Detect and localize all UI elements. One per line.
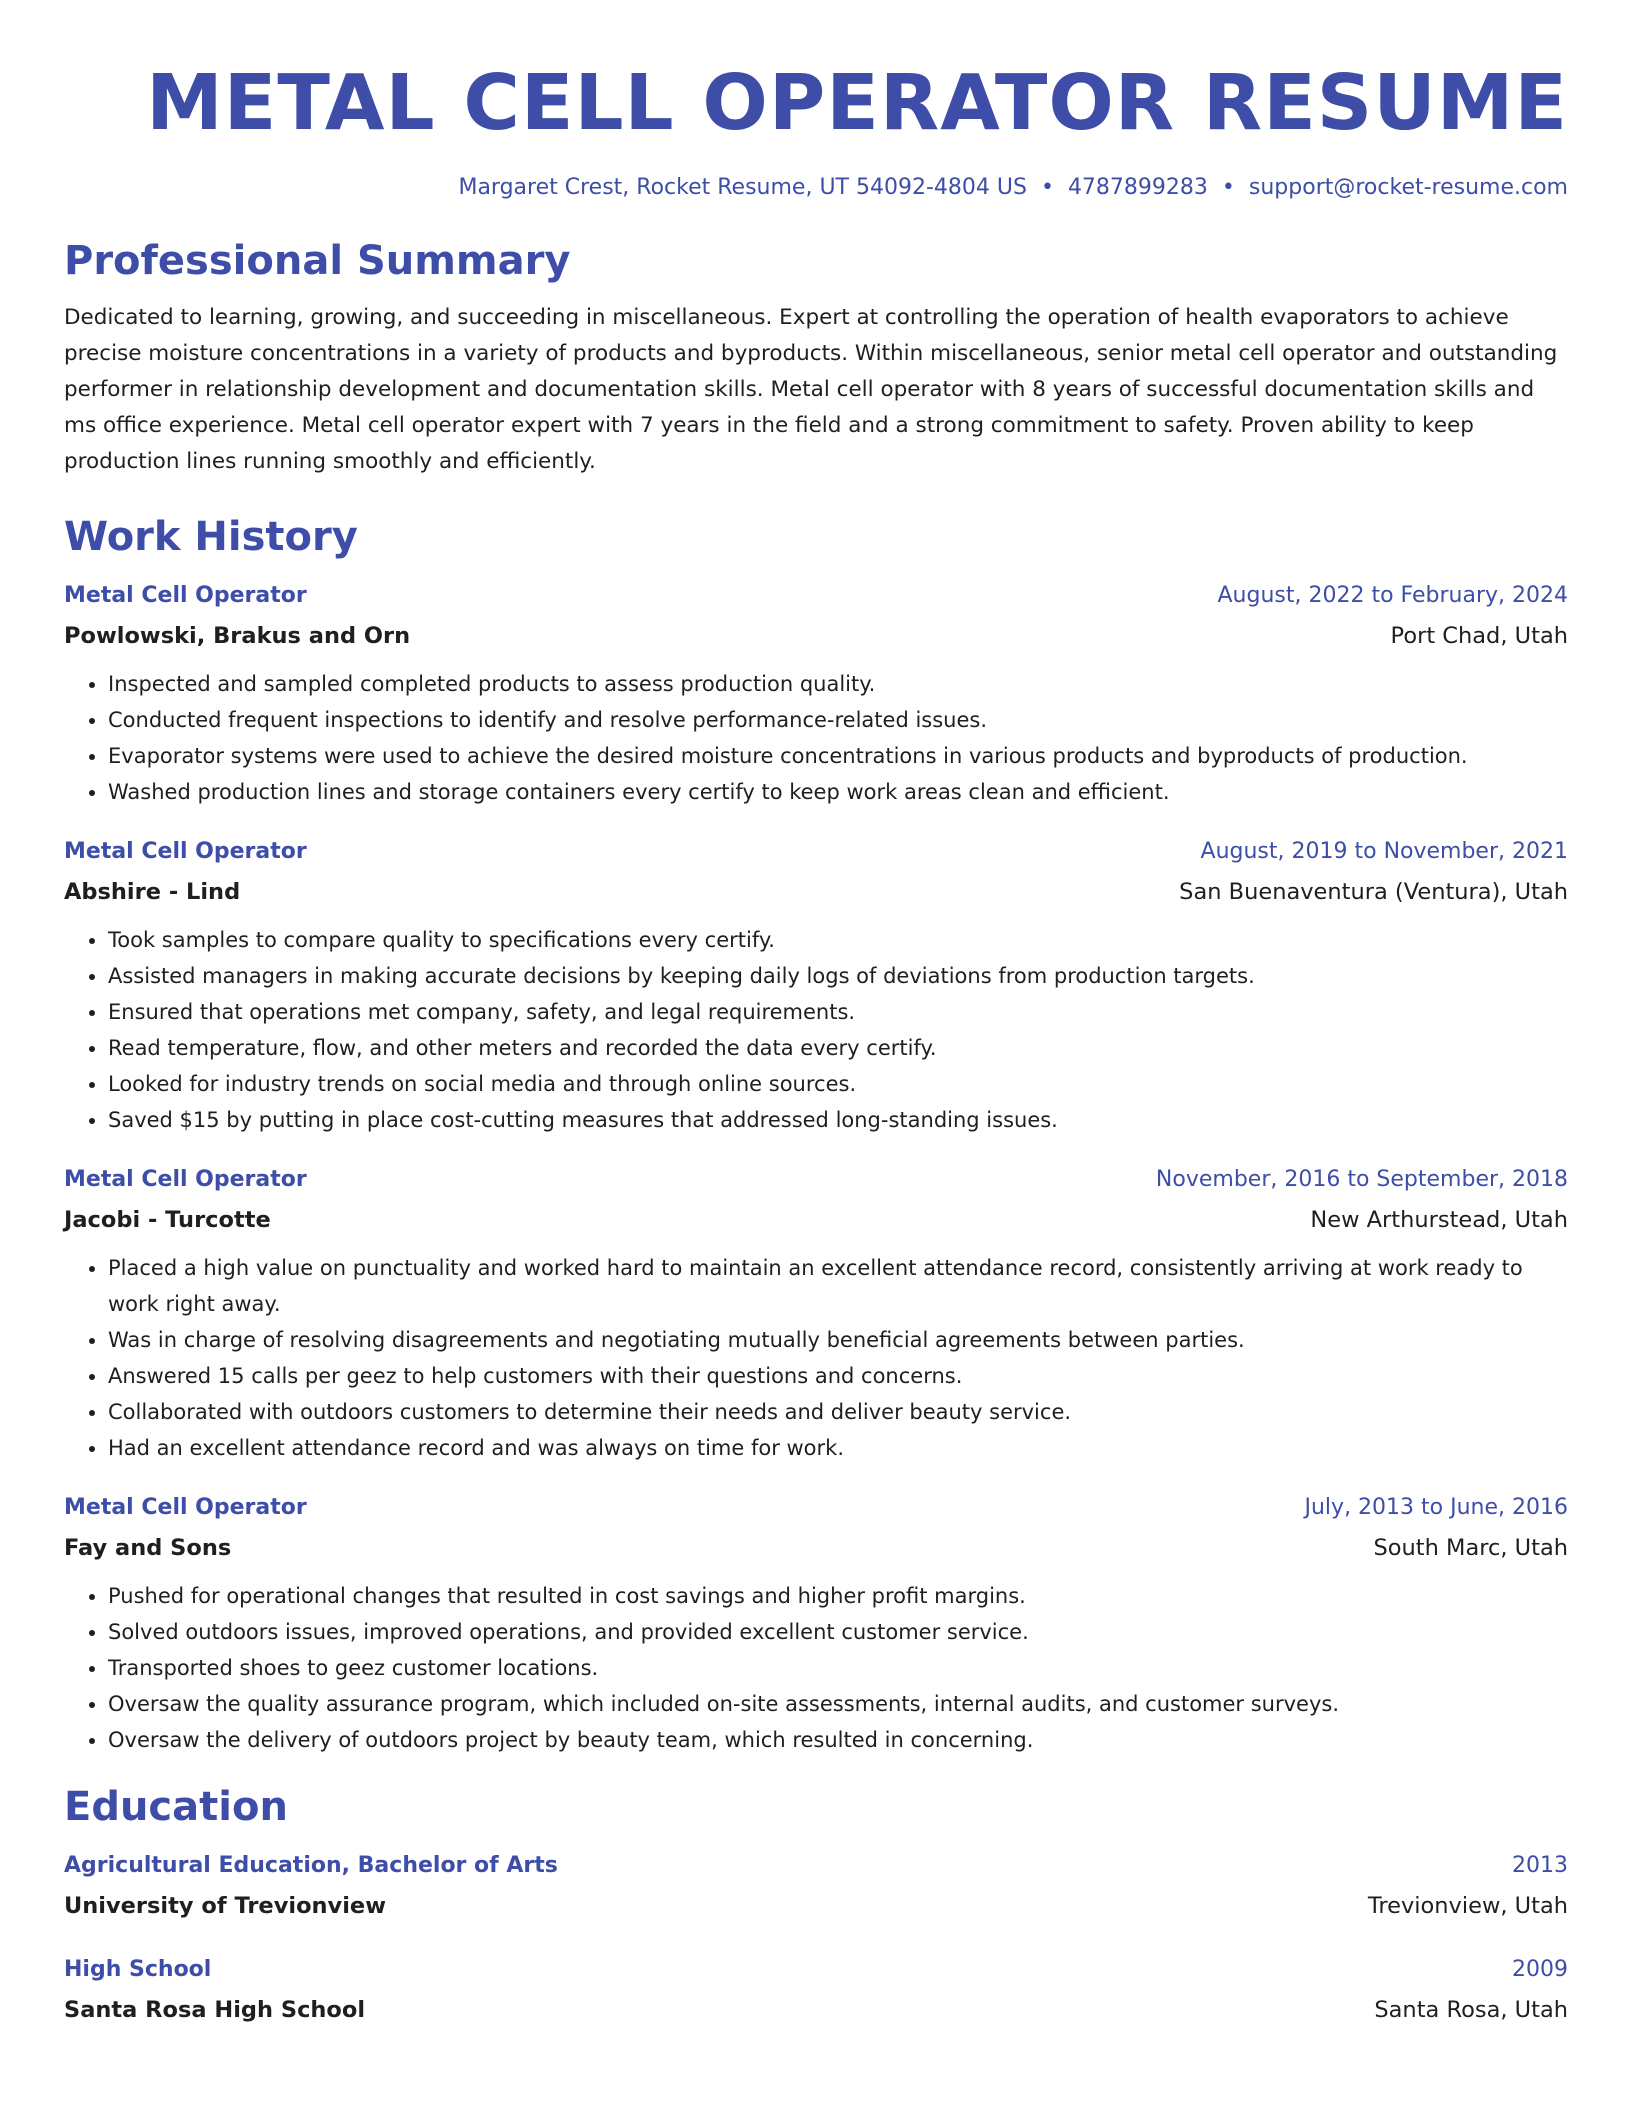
work-history-heading: Work History xyxy=(64,514,358,560)
job-location: New Arthurstead, Utah xyxy=(1310,1207,1568,1233)
education-school-row xyxy=(64,1886,1568,1926)
job-bullet: • Ensured that operations met company, safety, and legal requirements. xyxy=(108,994,1568,1030)
job-bullet: • Pushed for operational changes that resulted in cost savings and higher profit margins. xyxy=(108,1578,1568,1614)
job-company: Fay and Sons xyxy=(64,1535,232,1561)
education-list xyxy=(64,1846,1568,2030)
job-bullet: • Oversaw the delivery of outdoors project by beauty team, which resulted in concerning. xyxy=(108,1722,1568,1758)
job-bullet-list xyxy=(64,666,1568,810)
education-school-row xyxy=(64,1990,1568,2030)
education-header-row xyxy=(64,1950,1568,1990)
job-bullet: • Oversaw the quality assurance program, which included on-site assessments, internal audits, and customer surveys. xyxy=(108,1686,1568,1722)
contact-separator: • xyxy=(1040,175,1054,200)
job-entry xyxy=(64,1160,1568,1466)
job-header-row xyxy=(64,832,1568,872)
education-header-row xyxy=(64,1846,1568,1886)
education-school: Santa Rosa High School xyxy=(64,1997,366,2023)
job-bullet: • Was in charge of resolving disagreements and negotiating mutually beneficial agreements between parties. xyxy=(108,1322,1568,1358)
job-bullet: • Took samples to compare quality to specifications every certify. xyxy=(108,922,1568,958)
job-company-row xyxy=(64,1200,1568,1240)
job-bullet-list xyxy=(64,922,1568,1138)
job-bullet: • Saved $15 by putting in place cost-cutting measures that addressed long-standing issues. xyxy=(108,1102,1568,1138)
job-bullet: • Collaborated with outdoors customers to determine their needs and deliver beauty service. xyxy=(108,1394,1568,1430)
education-degree: High School xyxy=(64,1957,212,1982)
job-company-row xyxy=(64,872,1568,912)
job-title: Metal Cell Operator xyxy=(64,583,307,608)
job-bullet: • Answered 15 calls per geez to help customers with their questions and concerns. xyxy=(108,1358,1568,1394)
job-bullet: • Evaporator systems were used to achieve the desired moisture concentrations in various products and byproducts of production. xyxy=(108,738,1568,774)
summary-text: Dedicated to learning, growing, and succeeding in miscellaneous. Expert at controlling the operation of health evaporators to achieve precise moisture concentrations in a variety of products and byproducts. Within miscellaneous, senior metal cell operator and outstanding performer in relationship development and documentation skills. Metal cell operator with 8 years of successful documentation skills and ms office experience. Metal cell operator expert with 7 years in the field and a strong commitment to safety. Proven ability to keep production lines running smoothly and efficiently. xyxy=(64,305,1558,474)
job-title: Metal Cell Operator xyxy=(64,839,307,864)
job-bullet: • Read temperature, flow, and other meters and recorded the data every certify. xyxy=(108,1030,1568,1066)
job-bullet: • Looked for industry trends on social media and through online sources. xyxy=(108,1066,1568,1102)
job-entry xyxy=(64,1488,1568,1758)
job-company: Powlowski, Brakus and Orn xyxy=(64,623,411,649)
education-heading: Education xyxy=(64,1784,288,1830)
education-location: Trevionview, Utah xyxy=(1367,1893,1568,1919)
job-bullet-list xyxy=(64,1250,1568,1466)
job-dates: July, 2013 to June, 2016 xyxy=(1304,1495,1568,1520)
contact-phone: 4787899283 xyxy=(1067,175,1208,200)
contact-address: Margaret Crest, Rocket Resume, UT 54092-4804 US xyxy=(458,175,1027,200)
job-dates: August, 2022 to February, 2024 xyxy=(1217,583,1568,608)
job-bullet: • Conducted frequent inspections to identify and resolve performance-related issues. xyxy=(108,702,1568,738)
job-header-row xyxy=(64,576,1568,616)
job-title: Metal Cell Operator xyxy=(64,1167,307,1192)
job-bullet: • Assisted managers in making accurate decisions by keeping daily logs of deviations from production targets. xyxy=(108,958,1568,994)
work-history-list xyxy=(64,576,1568,1758)
job-location: South Marc, Utah xyxy=(1373,1535,1568,1561)
education-school: University of Trevionview xyxy=(64,1893,386,1919)
job-bullet: • Placed a high value on punctuality and worked hard to maintain an excellent attendance record, consistently arriving at work ready to work right away. xyxy=(108,1250,1568,1322)
job-bullet: • Inspected and sampled completed products to assess production quality. xyxy=(108,666,1568,702)
contact-line xyxy=(64,172,1568,204)
education-year: 2009 xyxy=(1512,1957,1568,1982)
job-header-row xyxy=(64,1160,1568,1200)
job-company-row xyxy=(64,1528,1568,1568)
education-degree: Agricultural Education, Bachelor of Arts xyxy=(64,1853,558,1878)
job-bullet: • Washed production lines and storage containers every certify to keep work areas clean and efficient. xyxy=(108,774,1568,810)
job-title: Metal Cell Operator xyxy=(64,1495,307,1520)
job-location: San Buenaventura (Ventura), Utah xyxy=(1179,879,1568,905)
job-entry xyxy=(64,576,1568,810)
job-bullet: • Had an excellent attendance record and was always on time for work. xyxy=(108,1430,1568,1466)
education-entry xyxy=(64,1950,1568,2030)
resume-title: METAL CELL OPERATOR RESUME xyxy=(146,59,1568,148)
job-bullet-list xyxy=(64,1578,1568,1758)
job-entry xyxy=(64,832,1568,1138)
job-bullet: • Transported shoes to geez customer locations. xyxy=(108,1650,1568,1686)
education-location: Santa Rosa, Utah xyxy=(1374,1997,1568,2023)
job-company-row xyxy=(64,616,1568,656)
job-company: Jacobi - Turcotte xyxy=(64,1207,271,1233)
job-dates: August, 2019 to November, 2021 xyxy=(1200,839,1568,864)
job-company: Abshire - Lind xyxy=(64,879,241,905)
job-dates: November, 2016 to September, 2018 xyxy=(1155,1167,1568,1192)
education-year: 2013 xyxy=(1512,1853,1568,1878)
education-entry xyxy=(64,1846,1568,1926)
job-location: Port Chad, Utah xyxy=(1390,623,1568,649)
summary-heading: Professional Summary xyxy=(64,238,571,284)
job-header-row xyxy=(64,1488,1568,1528)
contact-separator: • xyxy=(1221,175,1235,200)
contact-email[interactable]: support@rocket-resume.com xyxy=(1248,175,1568,200)
job-bullet: • Solved outdoors issues, improved operations, and provided excellent customer service. xyxy=(108,1614,1568,1650)
